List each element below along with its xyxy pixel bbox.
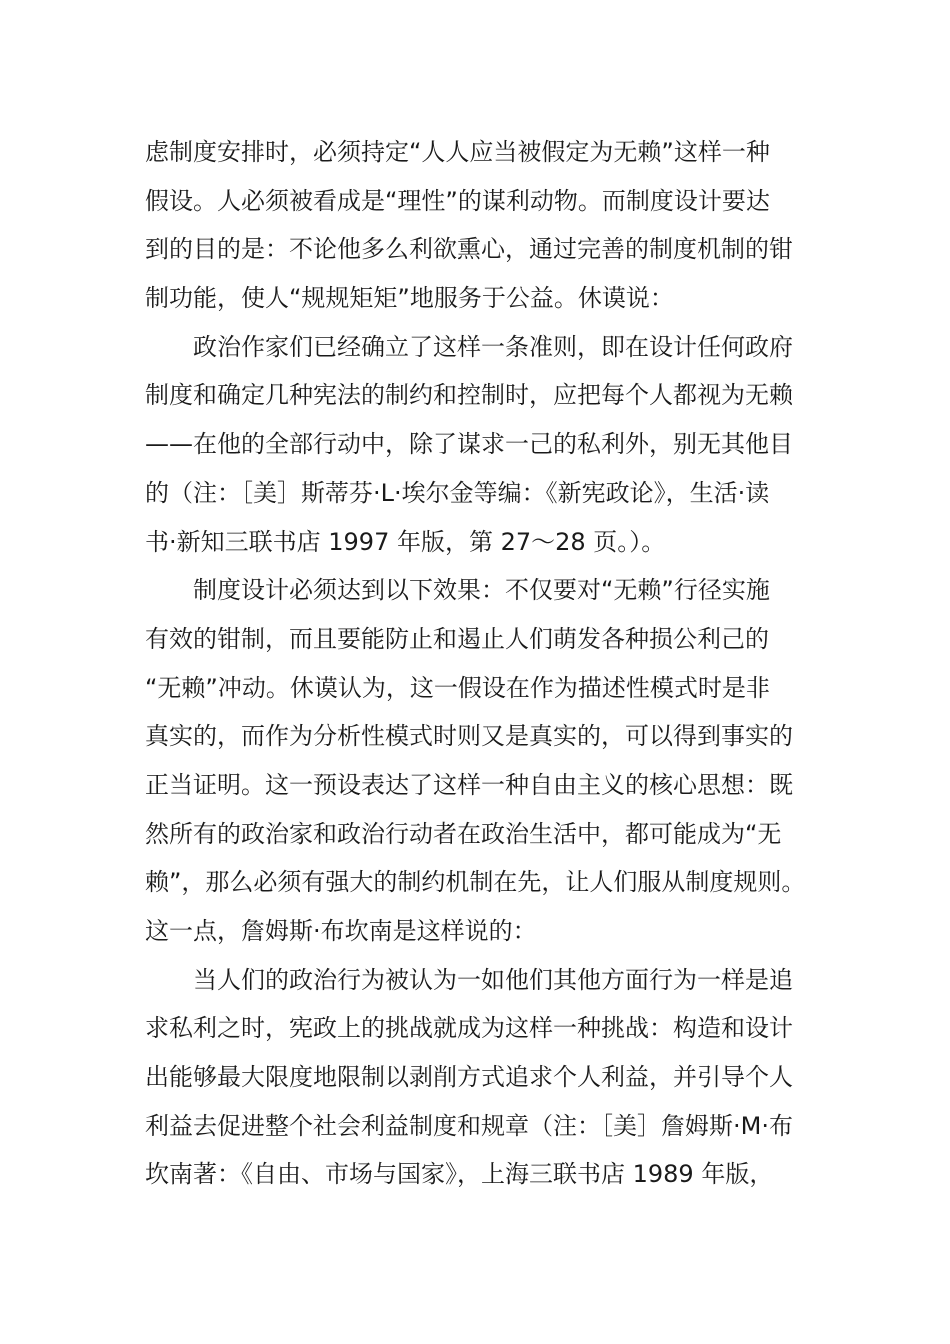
text-line: 赖”，那么必须有强大的制约机制在先，让人们服从制度规则。	[145, 868, 806, 897]
quote-line: 制度和确定几种宪法的制约和控制时，应把每个人都视为无赖	[145, 381, 793, 410]
text-line: 然所有的政治家和政治行动者在政治生活中，都可能成为“无	[145, 819, 782, 848]
text-line: 制度设计必须达到以下效果：不仅要对“无赖”行径实施	[193, 576, 770, 605]
quote-line: 求私利之时，宪政上的挑战就成为这样一种挑战：构造和设计	[145, 1014, 793, 1043]
quote-line: 书·新知三联书店 1997 年版，第 27～28 页。）。	[145, 527, 666, 556]
text-line: 假设。人必须被看成是“理性”的谋利动物。而制度设计要达	[145, 186, 770, 215]
quote-line: 当人们的政治行为被认为一如他们其他方面行为一样是追	[193, 965, 793, 994]
text-line: 制功能，使人“规规矩矩”地服务于公益。休谟说：	[145, 284, 674, 313]
text-line: 这一点，詹姆斯·布坎南是这样说的：	[145, 917, 537, 945]
quote-line: 利益去促进整个社会利益制度和规章（注：［美］詹姆斯·M·布	[145, 1111, 793, 1140]
text-line: 到的目的是：不论他多么利欲熏心，通过完善的制度机制的钳	[145, 235, 793, 264]
text-line: “无赖”冲动。休谟认为，这一假设在作为描述性模式时是非	[145, 673, 770, 702]
text-line: 正当证明。这一预设表达了这样一种自由主义的核心思想：既	[145, 770, 793, 799]
quote-line: 的（注：［美］斯蒂芬·L·埃尔金等编：《新宪政论》，生活·读	[145, 478, 770, 507]
text-line: 有效的钳制，而且要能防止和遏止人们萌发各种损公利己的	[145, 624, 769, 653]
quote-line: ——在他的全部行动中，除了谋求一己的私利外，别无其他目	[145, 430, 793, 459]
body-text	[145, 128, 820, 1199]
quote-line: 坎南著：《自由、市场与国家》，上海三联书店 1989 年版，	[145, 1160, 774, 1189]
text-line: 真实的，而作为分析性模式时则又是真实的，可以得到事实的	[145, 722, 793, 751]
text-line: 虑制度安排时，必须持定“人人应当被假定为无赖”这样一种	[145, 138, 770, 166]
quote-line: 出能够最大限度地限制以剥削方式追求个人利益，并引导个人	[145, 1063, 793, 1092]
quote-line: 政治作家们已经确立了这样一条准则，即在设计任何政府	[193, 332, 793, 361]
